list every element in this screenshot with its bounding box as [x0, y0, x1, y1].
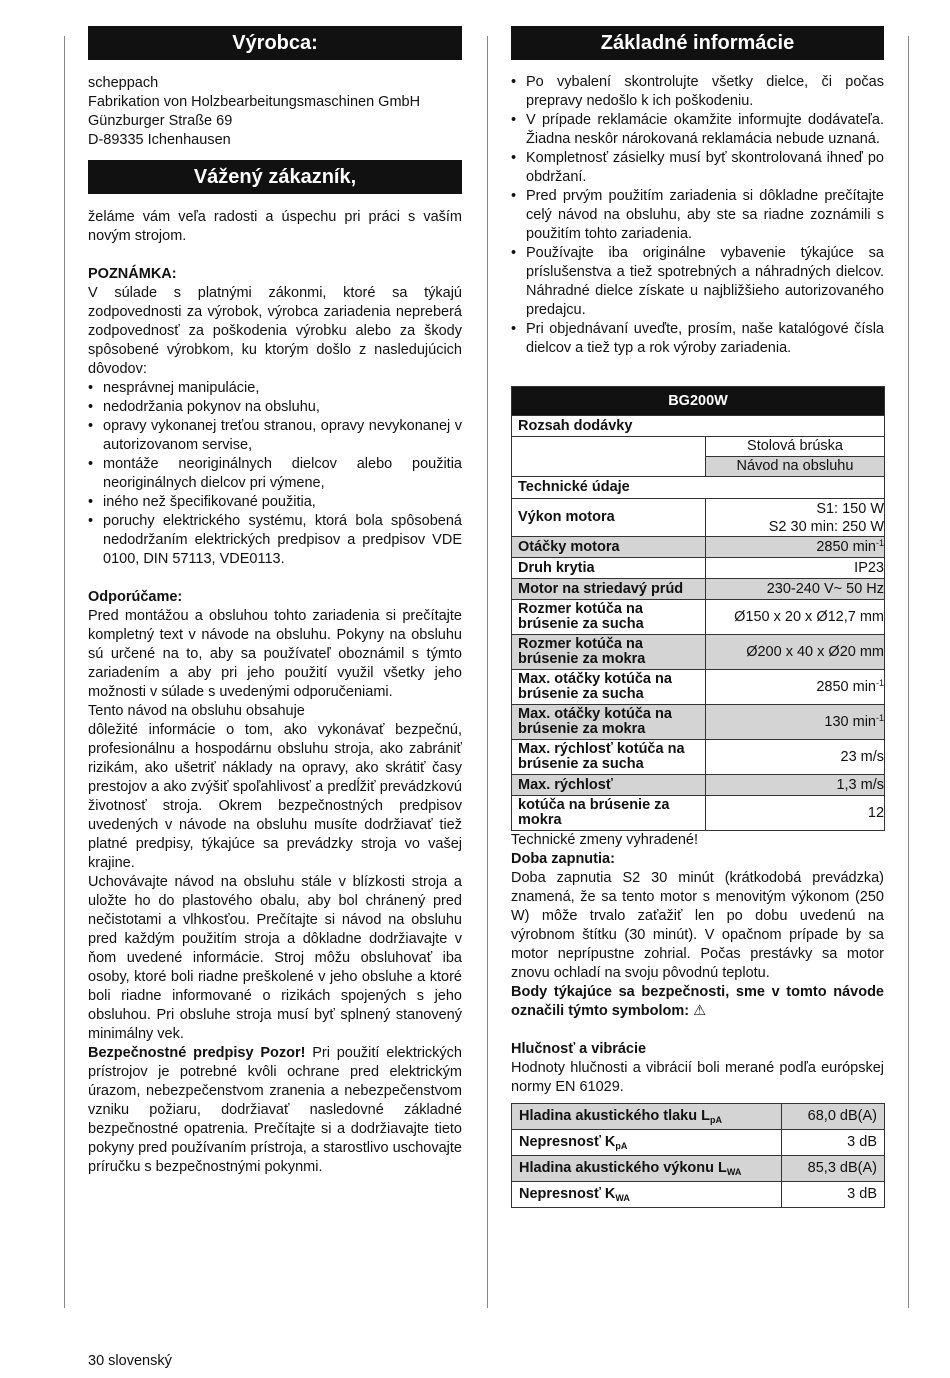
noise-label-text: Nepresnosť K [519, 1134, 616, 1150]
noise-text: Hodnoty hlučnosti a vibrácií boli merané podľa európskej normy EN 61029. [511, 1060, 884, 1095]
scope-empty-cell [512, 437, 706, 477]
customer-heading: Vážený zákazník, [88, 160, 462, 194]
info-heading: Základné informácie [511, 26, 884, 60]
max-velocity-label: Max. rýchlosť [512, 775, 706, 796]
list-item: • Používajte iba originálne vybavenie týkajúce sa príslušenstva a tiež spotrebných a náhradných dielcov. Náhradné dielce získate u najbližšieho autorizovaného predajcu. [511, 244, 884, 320]
list-item: • iného než špecifikované použitia, [88, 493, 462, 512]
note-text: V súlade s platnými zákonmi, ktoré sa týkajú zodpovednosti za výrobok, výrobca zariadenia nepreberá zodpovednosť za poškodenia výrobku alebo za škody spôsobené výrobkom, ku ktorým došlo z nasledujúcich dôvodov: [88, 285, 462, 377]
safety-paragraph [88, 1044, 462, 1177]
tech-changes-note: Technické zmeny vyhradené! [511, 832, 698, 848]
noise-label [512, 1182, 782, 1208]
list-item: • Pri objednávaní uveďte, prosím, naše katalógové čísla dielcov a tiež typ a rok výroby zariadenia. [511, 320, 884, 358]
dry-disc-value: Ø150 x 20 x Ø12,7 mm [706, 600, 885, 635]
right-margin-rule [908, 36, 909, 1308]
recommend-paragraph: dôležité informácie o tom, ako vykonávať bezpečnú, profesionálnu a hospodárnu obsluhu stroja, ako zabrániť rizikám, ako ušetriť náklady na opravy, ako skrátiť časy prestojov a ako zvýšiť spoľahlivosť a predĺžiť prevádzkovú životnosť stroja. Okrem bezpečnostných predpisov uvedených v návode na obsluhu musíte dodržiavať tiež platné predpisy, týkajúce sa prevádzky stroja vo vašej krajine. [88, 722, 462, 871]
noise-label-text: Nepresnosť K [519, 1186, 616, 1202]
list-item: • poruchy elektrického systému, ktorá bola spôsobená nedodržaním elektrických predpisov a predpisov VDE 0100, DIN 57113, VDE0113. [88, 512, 462, 569]
noise-label-subscript: WA [726, 1167, 742, 1177]
duty-text: Doba zapnutia S2 30 minút (krátkodobá prevádzka) znamená, že sa tento motor s menovitým výkonom (250 W) môže trvalo zaťažiť len po dobu uvedenú na výrobnom štítku (30 minút). V opačnom prípade by sa motor neprípustne zohrial. Počas prestávky sa motor znovu ochladí na svoju pôvodnú teplotu. [511, 870, 884, 981]
max-wet-speed-number: 130 min [824, 713, 876, 730]
tech-label: Technické údaje [512, 477, 885, 499]
right-column [511, 26, 884, 1208]
noise-label-text: Hladina akustického výkonu L [519, 1160, 727, 1176]
list-item: • V prípade reklamácie okamžite informujte dodávateľa. Žiadna neskôr nárokovaná reklamácia nebude uznaná. [511, 111, 884, 149]
scope-item: Stolová brúska [706, 437, 885, 457]
list-item: • Pred prvým použitím zariadenia si dôkladne prečítajte celý návod na obsluhu, aby ste sa riadne zoznámili s použitím tohto zariadenia. [511, 187, 884, 244]
address-line: D-89335 Ichenhausen [88, 132, 231, 148]
list-item: • Po vybalení skontrolujte všetky dielce, či počas prepravy nedošlo k ich poškodeniu. [511, 73, 884, 111]
motor-value-line: S2 30 min: 250 W [768, 518, 885, 535]
noise-label-subscript: pA [615, 1141, 628, 1151]
dry-disc-label: Rozmer kotúča na brúsenie za sucha [512, 600, 706, 635]
noise-label [512, 1130, 782, 1156]
recommend-paragraph: Tento návod na obsluhu obsahuje [88, 703, 305, 719]
list-item: • nedodržania pokynov na obsluhu, [88, 398, 462, 417]
manufacturer-heading: Výrobca: [88, 26, 462, 60]
noise-label [512, 1156, 782, 1182]
recommend-paragraph: Uchovávajte návod na obsluhu stále v blízkosti stroja a uložte ho do plastového obalu, aby bol chránený pred nečistotami a vlhkosťou. Prečítajte si návod na obsluhu pred každým použitím stroja a dôkladne dodržiavajte v ňom uvedené informácie. Stroj môžu obsluhovať iba osoby, ktoré boli riadne preškolené v jeho obsluhe a ktoré boli riadne informované o rizikách spojených s jeho obsluhou. Pri obsluhe stroja musí byť splnený stanovený minimálny vek. [88, 874, 462, 1042]
table-row [512, 1130, 885, 1156]
noise-label [512, 1104, 782, 1130]
max-dry-speed-value [706, 670, 885, 705]
greeting-text: želáme vám veľa radosti a úspechu pri práci s vaším novým strojom. [88, 209, 462, 244]
wet-disc-row-value: 12 [706, 796, 885, 831]
table-row [512, 1182, 885, 1208]
wet-disc-label: Rozmer kotúča na brúsenie za mokra [512, 635, 706, 670]
noise-value: 3 dB [782, 1182, 885, 1208]
address-line: Fabrikation von Holzbearbeitungsmaschinen GmbH [88, 94, 421, 110]
table-row [512, 1156, 885, 1182]
spec-model: BG200W [512, 387, 885, 416]
center-rule [487, 36, 488, 1308]
address-line: Günzburger Straße 69 [88, 113, 233, 129]
max-wet-speed-label: Max. otáčky kotúča na brúsenie za mokra [512, 705, 706, 740]
scope-item: Návod na obsluhu [706, 457, 885, 477]
noise-label-subscript: WA [615, 1193, 630, 1203]
max-dry-speed-label: Max. otáčky kotúča na brúsenie za sucha [512, 670, 706, 705]
safety-bold: Bezpečnostné predpisy Pozor! [88, 1045, 306, 1061]
wet-disc-row-label: kotúča na brúsenie za mokra [512, 796, 706, 831]
duty-title: Doba zapnutia: [511, 851, 615, 867]
noise-value: 68,0 dB(A) [782, 1104, 885, 1130]
max-wet-speed-value [706, 705, 885, 740]
max-dry-velocity-label: Max. rýchlosť kotúča na brúsenie za sucha [512, 740, 706, 775]
noise-title: Hlučnosť a vibrácie [511, 1041, 647, 1057]
speed-value [706, 537, 885, 558]
manufacturer-address [88, 74, 462, 150]
max-velocity-value: 1,3 m/s [706, 775, 885, 796]
left-column [88, 26, 462, 1177]
motor-value-line: S1: 150 W [816, 500, 885, 517]
motor-label: Výkon motora [512, 499, 706, 537]
list-item: • nesprávnej manipulácie, [88, 379, 462, 398]
protection-label: Druh krytia [512, 558, 706, 579]
table-row [512, 1104, 885, 1130]
info-list [511, 73, 884, 358]
safety-symbol-note: Body týkajúce sa bezpečnosti, sme v tomto návode označili týmto symbolom: ⚠ [511, 984, 884, 1019]
max-dry-unit-exponent: -1 [876, 677, 885, 688]
wet-disc-value: Ø200 x 40 x Ø20 mm [706, 635, 885, 670]
speed-label: Otáčky motora [512, 537, 706, 558]
spec-table [511, 386, 885, 831]
noise-label-subscript: pA [709, 1115, 722, 1125]
page-footer: 30 slovenský [88, 1353, 172, 1369]
noise-value: 3 dB [782, 1130, 885, 1156]
speed-number: 2850 min [816, 538, 876, 555]
recommend-paragraph: Pred montážou a obsluhou tohto zariadenia si prečítajte kompletný text v návode na obsluhu. Pokyny na obsluhu sú určené na to, aby sa používateľ oboznámil s týmto zariadením a aby pri jeho použití využil všetky jeho možnosti v súlade s uvedenými odporučeniami. [88, 608, 462, 700]
scope-label: Rozsah dodávky [512, 416, 885, 437]
list-item: • montáže neoriginálnych dielcov alebo použitia neoriginálnych dielcov pri výmene, [88, 455, 462, 493]
protection-value: IP23 [706, 558, 885, 579]
left-margin-rule [64, 36, 65, 1308]
motor-value [706, 499, 885, 537]
note-title: POZNÁMKA: [88, 266, 177, 282]
ac-motor-label: Motor na striedavý prúd [512, 579, 706, 600]
max-dry-speed-number: 2850 min [816, 678, 876, 695]
noise-value: 85,3 dB(A) [782, 1156, 885, 1182]
safety-text: Pri použití elektrických prístrojov je potrebné kvôli ochrane pred elektrickým úrazom, nebezpečenstvom zranenia a nebezpečenstvom vzniku požiaru, dodržiavať nasledovné základné bezpečnostné opatrenia. Prečítajte si a dodržiavajte tieto pokyny pred používaním prístroja, a starostlivo uschovajte príručku s bezpečnostnými pokynmi. [88, 1045, 462, 1175]
recommend-title: Odporúčame: [88, 589, 183, 605]
list-item: • Kompletnosť zásielky musí byť skontrolovaná ihneď po obdržaní. [511, 149, 884, 187]
list-item: • opravy vykonanej treťou stranou, opravy nevykonanej v autorizovanom servise, [88, 417, 462, 455]
note-list [88, 379, 462, 569]
noise-table [511, 1103, 885, 1208]
noise-label-text: Hladina akustického tlaku L [519, 1108, 710, 1124]
max-wet-unit-exponent: -1 [876, 712, 885, 723]
max-dry-velocity-value: 23 m/s [706, 740, 885, 775]
address-line: scheppach [88, 75, 159, 91]
speed-unit-exponent: -1 [876, 537, 885, 548]
ac-motor-value: 230-240 V~ 50 Hz [706, 579, 885, 600]
